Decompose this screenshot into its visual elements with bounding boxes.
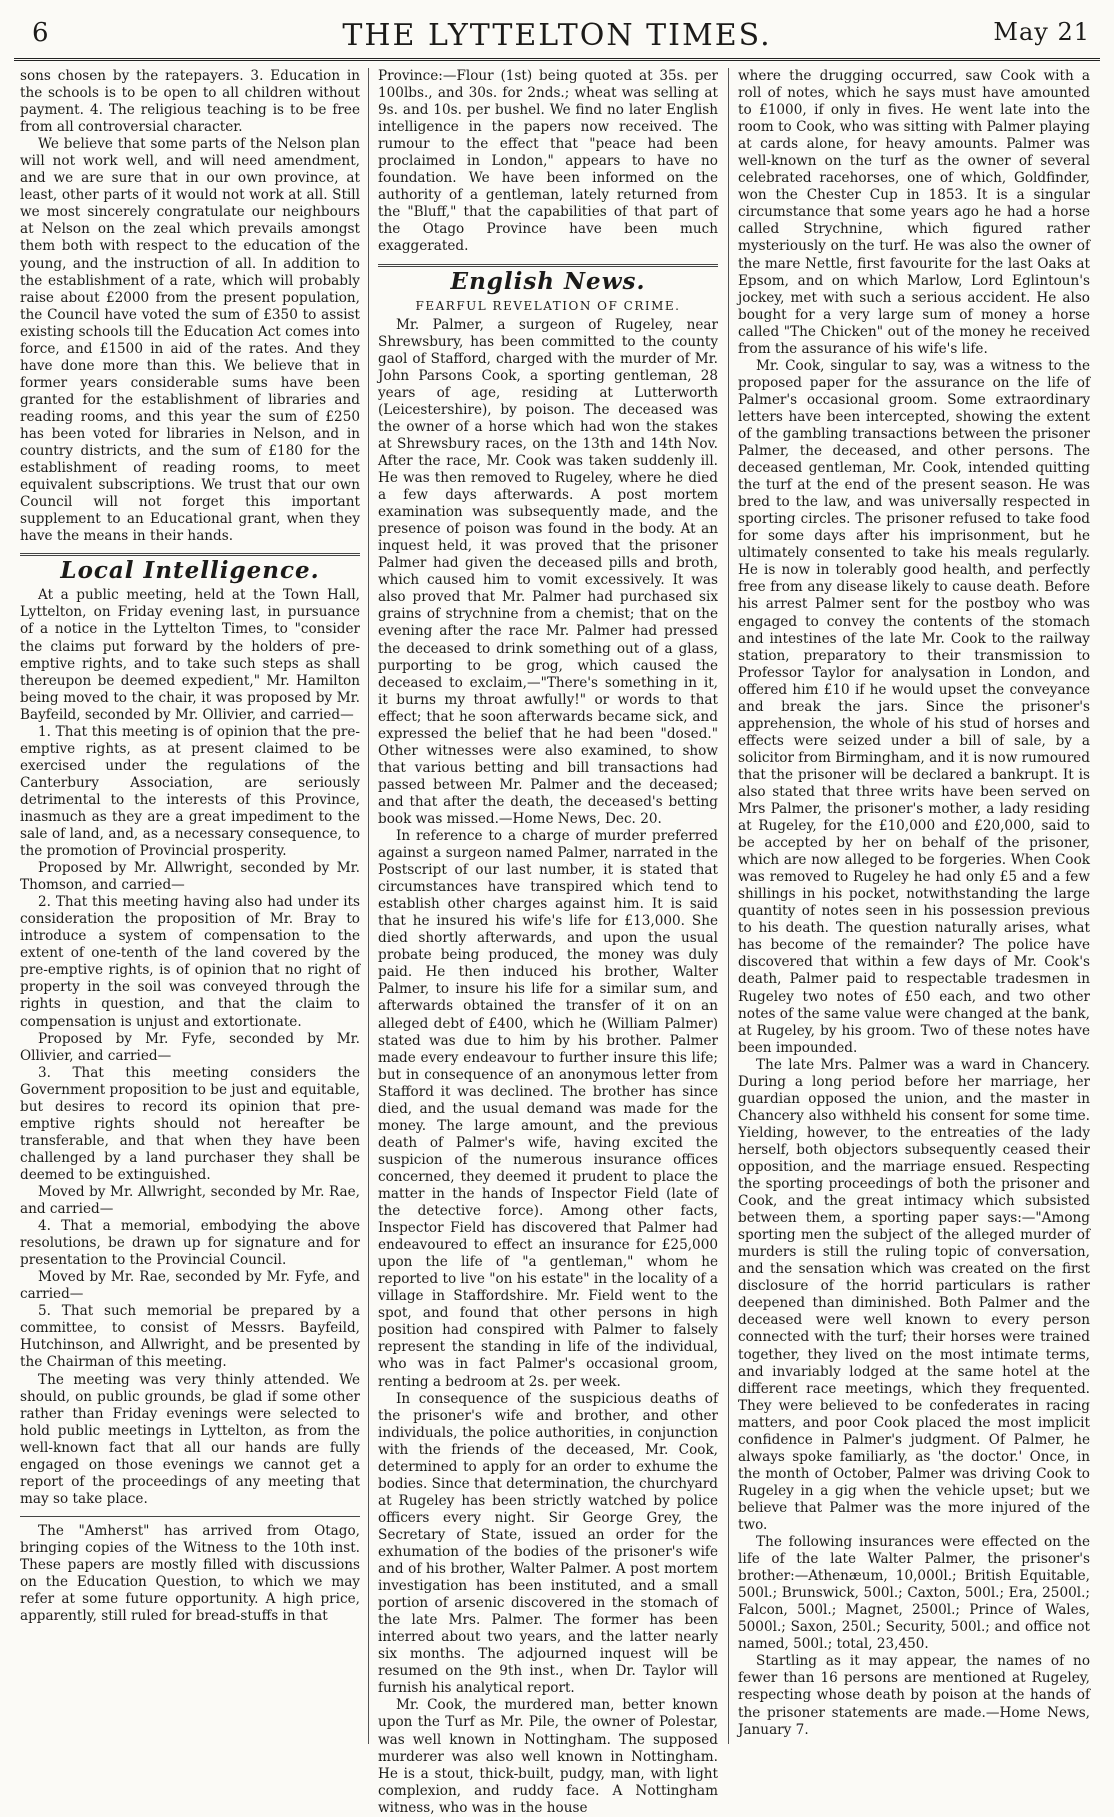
column-rule (368, 68, 369, 1744)
column-1 (20, 68, 360, 1744)
paragraph: Proposed by Mr. Fyfe, seconded by Mr. Ollivier, and carried— (20, 1030, 360, 1064)
paragraph: Mr. Palmer, a surgeon of Rugeley, near Shrewsbury, has been committed to the county gaol of Stafford, charged with the murder of Mr. John Parsons Cook, a sporting gentleman, 28 years of age, residing at Lutterworth (Leicestershire), by poison. The deceased was the owner of a horse which had won the stakes at Shrewsbury races, on the 13th and 14th Nov. After the race, Mr. Cook was taken suddenly ill. He was then removed to Rugeley, where he died a few days afterwards. A post mortem examination was subsequently made, and the presence of poison was found in the body. At an inquest held, it was proved that the prisoner Palmer had given the deceased pills and broth, which caused him to vomit excessively. It was also proved that Mr. Palmer had purchased six grains of strychnine from a chemist; that on the evening after the race Mr. Palmer had pressed the deceased to drink something out of a glass, purporting to be grog, which caused the deceased to exclaim,—"There's something in it, it burns my throat awfully!" or words to that effect; that he soon afterwards became sick, and expressed the belief that he had been "dosed." Other witnesses were also examined, to show that various betting and bill transactions had passed between Mr. Palmer and the deceased; and that after the death, the deceased's betting book was missed.—Home News, Dec. 20. (378, 316, 718, 827)
divider (20, 1516, 360, 1517)
column-2 (378, 68, 718, 1816)
newspaper-title: THE LYTTELTON TIMES. (342, 18, 772, 53)
masthead (14, 12, 1100, 61)
paragraph: We believe that some parts of the Nelson plan will not work well, and will need amendment, and we are sure that in our own province, at least, other parts of it would not work at all. Still we most sincerely congratulate our neighbours at Nelson on the zeal which prevails amongst them both with respect to the education of the young, and the instruction of all. In addition to the establishment of a rate, which will probably raise about £2000 from the present population, the Council have voted the sum of £350 to assist existing schools till the Education Act comes into force, and £1500 in aid of the rates. And they have done more than this. We believe that in former years considerable sums have been granted for the establishment of libraries and reading rooms, and this year the sum of £250 has been voted for libraries in Nelson, and in country districts, and the sum of £180 for the establishment of reading rooms, to meet equivalent subscriptions. We trust that our own Council will not forget this important supplement to an Educational grant, when they have the means in their hands. (20, 136, 360, 545)
paragraph: The following insurances were effected on the life of the late Walter Palmer, the prisoner's brother:—Athenæum, 10,000l.; British Equitable, 500l.; Brunswick, 500l.; Caxton, 500l.; Era, 2500l.; Falcon, 500l.; Magnet, 2500l.; Prince of Wales, 5000l.; Saxon, 250l.; Security, 500l.; and office not named, 500l.; total, 23,450. (738, 1534, 1090, 1653)
article-subheading: FEARFUL REVELATION OF CRIME. (415, 298, 681, 313)
paragraph: 5. That such memorial be prepared by a committee, to consist of Messrs. Bayfeild, Hutchinson, and Allwright, and be presented by the Chairman of this meeting. (20, 1303, 360, 1371)
page-number: 6 (32, 18, 49, 48)
paragraph: At a public meeting, held at the Town Hall, Lyttelton, on Friday evening last, in pursuance of a notice in the Lyttelton Times, to "consider the claims put forward by the holders of pre-emptive rights, and to take such steps as shall thereupon be deemed expedient," Mr. Hamilton being moved to the chair, it was proposed by Mr. Bayfeild, seconded by Mr. Ollivier, and carried— (20, 587, 360, 723)
paragraph: In consequence of the suspicious deaths of the prisoner's wife and brother, and other individuals, the police authorities, in conjunction with the friends of the deceased, Mr. Cook, determined to apply for an order to exhume the bodies. Since that determination, the churchyard at Rugeley has been strictly watched by police officers every night. Sir George Grey, the Secretary of State, issued an order for the exhumation of the bodies of the prisoner's wife and of his brother, Walter Palmer. A post mortem investigation has been instituted, and a small portion of arsenic discovered in the stomach of the late Mrs. Palmer. The former has been interred about two years, and the latter nearly six months. The adjourned inquest will be resumed on the 9th inst., when Dr. Taylor will furnish his analytical report. (378, 1390, 718, 1697)
paragraph: In reference to a charge of murder preferred against a surgeon named Palmer, narrated in the Postscript of our last number, it is stated that circumstances have transpired which tend to establish other charges against him. It is said that he insured his wife's life for £13,000. She died shortly afterwards, and upon the usual probate being produced, the money was duly paid. He then induced his brother, Walter Palmer, to insure his life for a similar sum, and afterwards obtained the transfer of it on an alleged debt of £400, which he (William Palmer) stated was due to him by his brother. Palmer made every endeavour to further insure this life; but in consequence of an anonymous letter from Stafford it was declined. The brother has since died, and the usual demand was made for the money. The large amount, and the previous death of Palmer's wife, having excited the suspicion of the numerous insurance offices concerned, they deemed it prudent to place the matter in the hands of Inspector Field (late of the detective force). Among other facts, Inspector Field has discovered that Palmer had endeavoured to effect an insurance for £25,000 upon the life of "a gentleman," whom he reported to live "on his estate" in the locality of a village in Staffordshire. Mr. Field went to the spot, and found that other persons in high position had conspired with Palmer to falsely represent the standing in life of the individual, who was in fact Palmer's occasional groom, renting a bedroom at 2s. per week. (378, 828, 718, 1390)
paragraph: 3. That this meeting considers the Government proposition to be just and equitable, but desires to record its opinion that pre-emptive rights should not hereafter be transferable, and that when they have been challenged by a land purchaser they shall be deemed to be extinguished. (20, 1064, 360, 1183)
paragraph: Startling as it may appear, the names of no fewer than 16 persons are mentioned at Rugeley, respecting whose death by poison at the hands of the prisoner statements are made.—Home News, January 7. (738, 1653, 1090, 1738)
divider (20, 553, 360, 556)
paragraph: The late Mrs. Palmer was a ward in Chancery. During a long period before her marriage, her guardian opposed the union, and the master in Chancery also withheld his consent for some time. Yielding, however, to the entreaties of the lady herself, both objectors subsequently ceased their opposition, and the marriage ensued. Respecting the sporting proceedings of both the prisoner and Cook, and the great intimacy which subsisted between them, a sporting paper says:—"Among sporting men the subject of the alleged murder of murders is still the ruling topic of conversation, and the sensation which was created on the first disclosure of the horrid particulars is rather deepened than diminished. Both Palmer and the deceased were well known to every person connected with the turf; their horses were trained together, they lived on the most intimate terms, and invariably lodged at the same hotel at the different race meetings, which they frequented. They were believed to be confederates in racing matters, and poor Cook placed the most implicit confidence in Palmer's judgment. Of Palmer, he always spoke familiarly, as 'the doctor.' Once, in the month of October, Palmer was driving Cook to Rugeley in a gig when the vehicle upset; but we believe that Palmer was the more injured of the two. (738, 1056, 1090, 1533)
paragraph: Proposed by Mr. Allwright, seconded by Mr. Thomson, and carried— (20, 860, 360, 894)
column-3 (738, 68, 1090, 1744)
paragraph: Moved by Mr. Rae, seconded by Mr. Fyfe, and carried— (20, 1269, 360, 1303)
issue-date: May 21 (993, 18, 1090, 46)
paragraph: Mr. Cook, the murdered man, better known upon the Turf as Mr. Pile, the owner of Polestar, was well known in Nottingham. The supposed murderer was also well known in Nottingham. He is a stout, thick-built, pudgy, man, with light complexion, and ruddy face. A Nottingham witness, who was in the house (378, 1697, 718, 1816)
paragraph: 2. That this meeting having also had under its consideration the proposition of Mr. Bray to introduce a system of compensation to the extent of one-tenth of the land covered by the pre-emptive rights, is of opinion that no right of property in the soil was conveyed through the rights in question, and that the claim to compensation is unjust and extortionate. (20, 894, 360, 1030)
paragraph: sons chosen by the ratepayers. 3. Education in the schools is to be open to all children without payment. 4. The religious teaching is to be free from all controversial character. (20, 68, 360, 136)
section-heading-english-news: English News. (450, 267, 646, 295)
paragraph: 1. That this meeting is of opinion that the pre-emptive rights, as at present claimed to be exercised under the regulations of the Canterbury Association, are seriously detrimental to the interests of this Province, inasmuch as they are a great impediment to the sale of land, and, as a necessary consequence, to the promotion of Provincial prosperity. (20, 723, 360, 860)
paragraph: where the drugging occurred, saw Cook with a roll of notes, which he says must have amounted to £1000, if only in fives. He went late into the room to Cook, who was sitting with Palmer playing at cards alone, for heavy amounts. Palmer was well-known on the turf as the owner of several celebrated racehorses, one of which, Goldfinder, won the Chester Cup in 1853. It is a singular circumstance that some years ago he had a horse called Strychnine, which figured rather mysteriously on the turf. He was also the owner of the mare Nettle, first favourite for the last Oaks at Epsom, and on which Marlow, Lord Eglintoun's jockey, met with such a serious accident. He also bought for a very large sum of money a horse called "The Chicken" out of the money he received from the assurance of his wife's life. (738, 68, 1090, 357)
divider (378, 264, 718, 267)
paragraph: Moved by Mr. Allwright, seconded by Mr. Rae, and carried— (20, 1184, 360, 1218)
paragraph: Mr. Cook, singular to say, was a witness to the proposed paper for the assurance on the life of Palmer's occasional groom. Some extraordinary letters have been intercepted, showing the extent of the gambling transactions between the prisoner Palmer, the deceased, and other persons. The deceased gentleman, Mr. Cook, intended quitting the turf at the end of the present season. He was bred to the law, and was universally respected in sporting circles. The prisoner refused to take food for some days after his imprisonment, but he ultimately consented to take his meals regularly. He is now in tolerably good health, and perfectly free from any disease likely to cause death. Before his arrest Palmer sent for the postboy who was engaged to convey the contents of the stomach and intestines of the late Mr. Cook to the railway station, preparatory to their transmission to Professor Taylor for analysation in London, and offered him £10 if he would upset the conveyance and break the jars. Since the prisoner's apprehension, the whole of his stud of horses and effects were seized under a bill of sale, by a solicitor from Birmingham, and it is now rumoured that the prisoner will be declared a bankrupt. It is also stated that three writs have been served on Mrs Palmer, the prisoner's mother, a lady residing at Rugeley, for the £10,000 and £20,000, said to be accepted by her on behalf of the prisoner, which are now alleged to be forgeries. When Cook was removed to Rugeley he had only £5 and a few shillings in his pocket, notwithstanding the large quantity of notes seen in his possession previous to his death. The question naturally arises, what has become of the remainder? The police have discovered that within a few days of Mr. Cook's death, Palmer paid to respectable tradesmen in Rugeley two notes of £50 each, and two other notes of the same value were changed at the bank, at Rugeley, by his groom. Two of these notes have been impounded. (738, 357, 1091, 1056)
section-heading-local-intelligence: Local Intelligence. (60, 557, 320, 585)
column-rule (728, 68, 729, 1744)
paragraph: The meeting was very thinly attended. We should, on public grounds, be glad if some other rather than Friday evenings were selected to hold public meetings in Lyttelton, as from the well-known fact that all our hands are fully engaged on those evenings we cannot get a report of the proceedings of any meeting that may so take place. (20, 1371, 360, 1507)
paragraph: Province:—Flour (1st) being quoted at 35s. per 100lbs., and 30s. for 2nds.; wheat was selling at 9s. and 10s. per bushel. We find no later English intelligence in the papers now received. The rumour to the effect that "peace had been proclaimed in London," appears to have no foundation. We have been informed on the authority of a gentleman, lately returned from the "Bluff," that the capabilities of that part of the Otago Province have been much exaggerated. (378, 68, 718, 255)
paragraph: 4. That a memorial, embodying the above resolutions, be drawn up for signature and for presentation to the Provincial Council. (20, 1218, 360, 1269)
newspaper-page (14, 12, 1100, 1816)
paragraph: The "Amherst" has arrived from Otago, bringing copies of the Witness to the 10th inst. These papers are mostly filled with discussions on the Education Question, to which we may refer at some future opportunity. A high price, apparently, still ruled for bread-stuffs in that (20, 1522, 360, 1625)
